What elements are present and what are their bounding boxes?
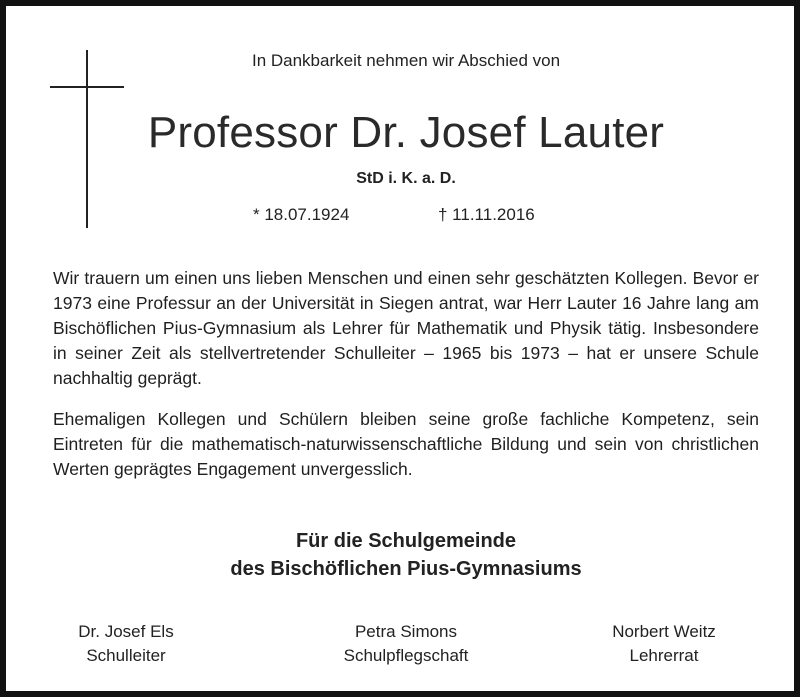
signatory-name: Norbert Weitz [612, 622, 716, 641]
signatory-role: Schulleiter [86, 646, 166, 665]
paragraph-tribute: Wir trauern um einen uns lieben Menschen und einen sehr geschätzten Kollegen. Bevor er 1973 eine Professur an der Universität in Siegen antrat, war Herr Lauter 16 Jahre lang am Bischöflichen Pius-Gymnasium als Lehrer für Mathematik und Physik tätig. Insbesondere in seiner Zeit als stellvertretender Schulleiter – 1965 bis 1973 – hat er unsere Schule nachhaltig geprägt. [53, 268, 759, 388]
death-date: † 11.11.2016 [438, 205, 535, 224]
deceased-name: Professor Dr. Josef Lauter [147, 108, 665, 157]
signatory-name: Dr. Josef Els [78, 622, 174, 641]
closing-block [6, 527, 800, 583]
signatory-2 [286, 620, 526, 668]
closing-line-1: Für die Schulgemeinde [295, 530, 517, 552]
signatory-role: Schulpflegschaft [343, 646, 469, 665]
deceased-title: StD i. K. a. D. [356, 170, 456, 187]
intro-line: In Dankbarkeit nehmen wir Abschied von [251, 51, 561, 70]
signatory-1 [6, 620, 246, 668]
paragraph-legacy: Ehemaligen Kollegen und Schülern bleiben seine große fachliche Kompetenz, sein Eintreten für die mathematisch-naturwissenschaftliche Bildung und sein von christlichen Werten geprägtes Engagement unvergesslich. [53, 409, 759, 479]
cross-icon-bar [50, 86, 124, 88]
closing-line-2: des Bischöflichen Pius-Gymnasiums [230, 558, 582, 580]
signatory-3 [544, 620, 784, 668]
signatory-role: Lehrerrat [629, 646, 699, 665]
birth-date: * 18.07.1924 [253, 205, 350, 224]
signatory-name: Petra Simons [354, 622, 458, 641]
